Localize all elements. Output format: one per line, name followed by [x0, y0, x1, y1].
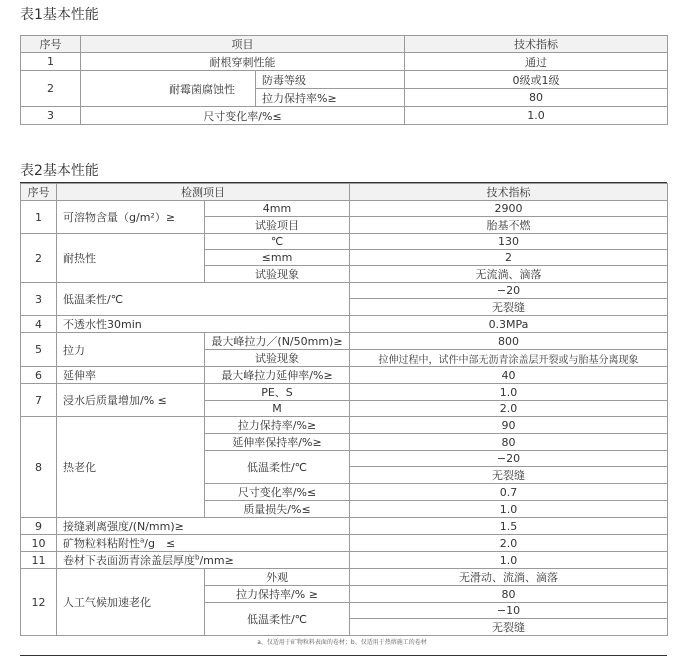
- table-cell-value: 1.0: [350, 501, 668, 518]
- table-cell-value: 无裂缝: [350, 299, 668, 316]
- table-cell-value: 90: [350, 417, 668, 434]
- table-cell-item: 拉力: [57, 333, 205, 367]
- table-cell-value: 2.0: [350, 535, 668, 552]
- table-cell-subitem: 拉力保持率%≥: [256, 89, 405, 107]
- table-cell-value: 无裂缝: [350, 467, 668, 484]
- table-cell-value: 无流淌、滴落: [350, 266, 668, 283]
- table-cell-item: 可溶物含量（g/m²）≥: [57, 201, 205, 234]
- table-cell-subitem: 最大峰拉力／(N/50mm)≥: [205, 333, 350, 350]
- table-cell-subitem: 拉力保持率/%≥: [205, 417, 350, 434]
- table-cell-item: 耐热性: [57, 234, 205, 283]
- table-cell-subitem: M: [205, 401, 350, 417]
- table-cell-item: 低温柔性/℃: [57, 283, 350, 316]
- table-cell-item: 耐霉菌腐蚀性: [81, 71, 256, 107]
- table1-header-value: 技术指标: [405, 36, 668, 53]
- table-cell-no: 1: [21, 53, 81, 71]
- table-cell-value: 2900: [350, 201, 668, 217]
- table1-header-item: 项目: [81, 36, 405, 53]
- table-cell-subitem: ≤mm: [205, 250, 350, 266]
- table-cell-subitem: 防毒等级: [256, 71, 405, 89]
- table-cell-item: 尺寸变化率/%≤: [81, 107, 405, 125]
- table-cell-value: 130: [350, 234, 668, 250]
- table1: [20, 35, 668, 125]
- table-cell-value: 无裂缝: [350, 619, 668, 636]
- table-cell-value: 40: [350, 367, 668, 384]
- table-cell-subitem: 外观: [205, 569, 350, 586]
- table-cell-subitem: 延伸率保持率/%≥: [205, 434, 350, 451]
- footnote-mark: a: [140, 536, 145, 545]
- table-cell-no: 9: [21, 518, 57, 535]
- table-cell-item: [57, 552, 350, 569]
- table-cell-value: 拉伸过程中，试件中部无沥青涂盖层开裂或与胎基分离现象: [350, 350, 668, 367]
- table-cell-no: 6: [21, 367, 57, 384]
- table-cell-no: 7: [21, 384, 57, 417]
- table-cell-no: 5: [21, 333, 57, 367]
- table-cell-subitem: 试验现象: [205, 266, 350, 283]
- table-cell-subitem: 尺寸变化率/%≤: [205, 484, 350, 501]
- table-cell-subitem: 低温柔性/℃: [205, 603, 350, 636]
- table-cell-value: −10: [350, 603, 668, 619]
- table-cell-subitem: 试验现象: [205, 350, 350, 367]
- table2-header-value: 技术指标: [350, 184, 668, 201]
- item-text: /mm≥: [199, 554, 234, 567]
- table-cell-subitem: 4mm: [205, 201, 350, 217]
- table-cell-no: 4: [21, 316, 57, 333]
- table-cell-subitem: 低温柔性/℃: [205, 451, 350, 484]
- table-cell-value: 80: [350, 586, 668, 603]
- table-cell-item: 人工气候加速老化: [57, 569, 205, 636]
- table-cell-no: 12: [21, 569, 57, 636]
- table-cell-value: 0.7: [350, 484, 668, 501]
- table-cell-no: 8: [21, 417, 57, 518]
- table-cell-item: 热老化: [57, 417, 205, 518]
- bottom-rule: [20, 655, 667, 656]
- table-cell-no: 11: [21, 552, 57, 569]
- table2-header-item: 检测项目: [57, 184, 350, 201]
- table-cell-value: 无滑动、流淌、滴落: [350, 569, 668, 586]
- table-cell-item: 耐根穿刺性能: [81, 53, 405, 71]
- item-text: /g ≤: [144, 537, 176, 550]
- item-text: 矿物粒料粘附性: [63, 537, 140, 550]
- table-cell-value: 0.3MPa: [350, 316, 668, 333]
- table-cell-item: 接缝剥离强度/(N/mm)≥: [57, 518, 350, 535]
- table-cell-no: 2: [21, 71, 81, 107]
- table-cell-no: 10: [21, 535, 57, 552]
- table-cell-value: 1.5: [350, 518, 668, 535]
- table-cell-value: −20: [350, 283, 668, 299]
- table-cell-value: 800: [350, 333, 668, 350]
- table-cell-value: 1.0: [350, 384, 668, 401]
- table-cell-value: 2: [350, 250, 668, 266]
- table-cell-value: 1.0: [405, 107, 668, 125]
- table2: [20, 183, 668, 636]
- table-cell-subitem: 拉力保持率/% ≥: [205, 586, 350, 603]
- table-cell-value: 通过: [405, 53, 668, 71]
- table-cell-subitem: ℃: [205, 234, 350, 250]
- table-cell-no: 1: [21, 201, 57, 234]
- table-cell-item: 浸水后质量增加/% ≤: [57, 384, 205, 417]
- table2-footnote: a、仅适用于矿物粒料表面的卷材；b、仅适用于热熔施工的卷材: [257, 639, 427, 646]
- table-cell-no: 3: [21, 283, 57, 316]
- table-cell-no: 3: [21, 107, 81, 125]
- table-cell-item: 不透水性30min: [57, 316, 350, 333]
- table-cell-item: 延伸率: [57, 367, 205, 384]
- table-cell-value: 1.0: [350, 552, 668, 569]
- item-text: 卷材下表面沥青涂盖层厚度: [63, 554, 195, 567]
- table-cell-no: 2: [21, 234, 57, 283]
- table-cell-value: −20: [350, 451, 668, 467]
- table-cell-item: [57, 535, 350, 552]
- table-cell-subitem: 质量损失/%≤: [205, 501, 350, 518]
- table-cell-subitem: 最大峰拉力延伸率/%≥: [205, 367, 350, 384]
- table-cell-subitem: 试验项目: [205, 217, 350, 234]
- table1-header-no: 序号: [21, 36, 81, 53]
- footnote-mark: b: [195, 553, 200, 562]
- table2-header-no: 序号: [21, 184, 57, 201]
- table-cell-subitem: PE、S: [205, 384, 350, 401]
- table-cell-value: 胎基不燃: [350, 217, 668, 234]
- table2-caption: 表2基本性能: [20, 163, 99, 179]
- table1-caption: 表1基本性能: [20, 7, 99, 23]
- table-cell-value: 80: [405, 89, 668, 107]
- table-cell-value: 2.0: [350, 401, 668, 417]
- table-cell-value: 80: [350, 434, 668, 451]
- table-cell-value: 0级或1级: [405, 71, 668, 89]
